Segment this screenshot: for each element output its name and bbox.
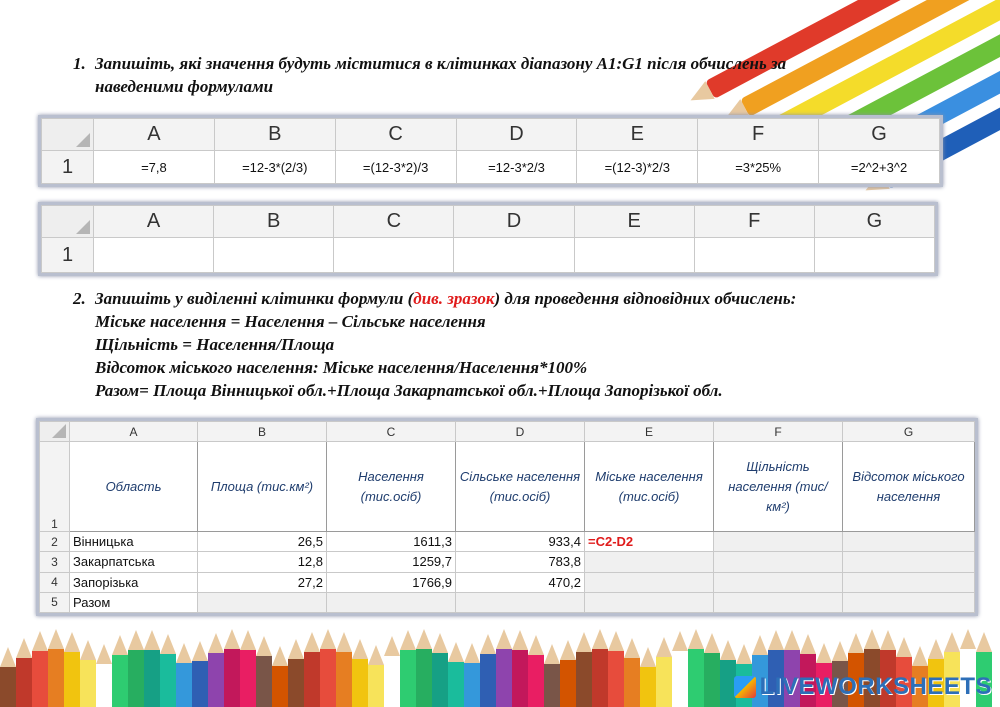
- task-2-line-3: Щільність = Населення/Площа: [95, 335, 335, 354]
- decorative-pencil: [656, 637, 672, 707]
- grid1-cell-f1: =3*25%: [698, 151, 819, 184]
- cell-population: 1766,9: [327, 572, 456, 592]
- grid3-col-b: B: [198, 422, 327, 442]
- decorative-pencil: [80, 640, 96, 707]
- decorative-pencil: [208, 633, 224, 707]
- header-urban-percent: Відсоток міського населення: [843, 442, 975, 532]
- grid2-col-b: B: [214, 206, 334, 238]
- cell-region: Вінницька: [70, 532, 198, 552]
- grid2-row-1: 1: [42, 238, 94, 273]
- decorative-pencil: [544, 644, 560, 707]
- grid2-col-a: A: [94, 206, 214, 238]
- decorative-pencil: [640, 647, 656, 707]
- decorative-pencil: [32, 631, 48, 707]
- logo-mark: [734, 676, 756, 698]
- formula-grid: [38, 115, 943, 187]
- grid3-corner: [40, 422, 70, 442]
- input-total-rural[interactable]: [456, 592, 585, 612]
- decorative-pencil: [336, 632, 352, 707]
- cell-population: 1259,7: [327, 552, 456, 572]
- decorative-pencil: [272, 646, 288, 707]
- header-region: Область: [70, 442, 198, 532]
- cell-total-label: Разом: [70, 592, 198, 612]
- header-urban: Міське населення (тис.осіб): [585, 442, 714, 532]
- input-percent[interactable]: [843, 532, 975, 552]
- cell-region: Запорізька: [70, 572, 198, 592]
- decorative-pencil: [512, 630, 528, 707]
- decorative-pencil: [480, 634, 496, 707]
- grid3-col-f: F: [714, 422, 843, 442]
- decorative-pencil: [96, 644, 112, 707]
- input-density[interactable]: [714, 552, 843, 572]
- decorative-pencil: [400, 630, 416, 707]
- decorative-pencil: [608, 631, 624, 707]
- task-2-line-4: Відсоток міського населення: Міське населення/Населення*100%: [95, 358, 588, 377]
- answer-cell-g1[interactable]: [814, 238, 934, 273]
- input-total-urban[interactable]: [585, 592, 714, 612]
- answer-cell-c1[interactable]: [334, 238, 454, 273]
- grid2-col-f: F: [694, 206, 814, 238]
- decorative-pencil: [160, 634, 176, 707]
- decorative-pencil: [592, 629, 608, 707]
- grid2-col-e: E: [574, 206, 694, 238]
- decorative-pencil: [0, 647, 16, 707]
- decorative-pencil: [464, 643, 480, 707]
- decorative-pencil: [256, 636, 272, 707]
- decorative-pencil: [688, 629, 704, 707]
- decorative-pencil: [416, 629, 432, 707]
- answer-cell-a1[interactable]: [94, 238, 214, 273]
- grid1-corner: [42, 119, 94, 151]
- decorative-pencil: [16, 638, 32, 707]
- grid1-col-d: D: [456, 119, 577, 151]
- answer-cell-d1[interactable]: [454, 238, 574, 273]
- grid2-col-d: D: [454, 206, 574, 238]
- grid3-col-c: C: [327, 422, 456, 442]
- grid2-col-g: G: [814, 206, 934, 238]
- decorative-pencil: [448, 642, 464, 707]
- decorative-pencil: [176, 643, 192, 707]
- task-2-text: [73, 287, 973, 402]
- grid1-cell-e1: =(12-3)*2/3: [577, 151, 698, 184]
- decorative-pencil: [48, 629, 64, 707]
- input-density[interactable]: [714, 572, 843, 592]
- cell-rural: 933,4: [456, 532, 585, 552]
- grid2-corner: [42, 206, 94, 238]
- cell-area: 27,2: [198, 572, 327, 592]
- decorative-pencil: [64, 632, 80, 707]
- cell-urban-sample: =C2-D2: [585, 532, 714, 552]
- cell-area: 12,8: [198, 552, 327, 572]
- decorative-pencil: [320, 629, 336, 707]
- liveworksheets-logo: [734, 673, 992, 701]
- decorative-pencil: [672, 631, 688, 707]
- input-percent[interactable]: [843, 572, 975, 592]
- decorative-pencil: [624, 638, 640, 707]
- header-area: Площа (тис.км²): [198, 442, 327, 532]
- grid3-col-e: E: [585, 422, 714, 442]
- input-density[interactable]: [714, 532, 843, 552]
- decorative-pencil: [288, 639, 304, 707]
- cell-area: 26,5: [198, 532, 327, 552]
- decorative-pencil: [352, 639, 368, 707]
- decorative-pencil: [144, 630, 160, 707]
- header-population: Населення (тис.осіб): [327, 442, 456, 532]
- decorative-pencil: [560, 640, 576, 707]
- input-total-population[interactable]: [327, 592, 456, 612]
- task-1-text: [73, 52, 933, 98]
- logo-text: LIVEWORKSHEETS: [759, 673, 992, 700]
- grid2-col-c: C: [334, 206, 454, 238]
- task-1-line-2: наведеними формулами: [95, 77, 274, 96]
- answer-cell-b1[interactable]: [214, 238, 334, 273]
- decorative-pencil: [704, 633, 720, 707]
- decorative-pencil: [368, 645, 384, 707]
- grid1-col-a: A: [94, 119, 215, 151]
- input-total-density[interactable]: [714, 592, 843, 612]
- grid1-cell-g1: =2^2+3^2: [819, 151, 940, 184]
- grid3-row-1: 1: [40, 442, 70, 532]
- input-urban[interactable]: [585, 572, 714, 592]
- answer-cell-f1[interactable]: [694, 238, 814, 273]
- cell-rural: 470,2: [456, 572, 585, 592]
- answer-cell-e1[interactable]: [574, 238, 694, 273]
- grid1-col-f: F: [698, 119, 819, 151]
- task-2-line-2: Міське населення = Населення – Сільське населення: [95, 312, 486, 331]
- decorative-pencil: [384, 636, 400, 707]
- grid1-cell-d1: =12-3*2/3: [456, 151, 577, 184]
- task-2-number: 2.: [73, 289, 86, 308]
- sample-hint: див. зразок: [413, 289, 495, 308]
- decorative-pencil: [112, 635, 128, 707]
- cell-region: Закарпатська: [70, 552, 198, 572]
- input-percent[interactable]: [843, 552, 975, 572]
- grid1-cell-a1: =7,8: [94, 151, 215, 184]
- task-1-line-1: Запишіть, які значення будуть міститися в клітинках діапазону A1:G1 після обчислень за: [95, 54, 787, 73]
- answer-grid: [38, 202, 938, 276]
- grid1-col-g: G: [819, 119, 940, 151]
- cell-population: 1611,3: [327, 532, 456, 552]
- decorative-pencil: [128, 630, 144, 707]
- grid3-row-4: 4: [40, 572, 70, 592]
- decorative-pencil: [304, 632, 320, 707]
- task-1-number: 1.: [73, 54, 86, 73]
- grid3-col-a: A: [70, 422, 198, 442]
- decorative-pencil: [496, 629, 512, 707]
- grid3-row-5: 5: [40, 592, 70, 612]
- header-density: Щільність населення (тис/км²): [714, 442, 843, 532]
- grid1-cell-b1: =12-3*(2/3): [214, 151, 335, 184]
- task-2-line-1-after: ) для проведення відповідних обчислень:: [494, 289, 797, 308]
- header-rural: Сільське населення (тис.осіб): [456, 442, 585, 532]
- grid3-row-2: 2: [40, 532, 70, 552]
- population-table: [36, 418, 978, 616]
- task-2-line-1-before: Запишіть у виділенні клітинки формули (: [95, 289, 414, 308]
- input-total-area[interactable]: [198, 592, 327, 612]
- cell-rural: 783,8: [456, 552, 585, 572]
- decorative-pencil: [240, 630, 256, 707]
- grid1-col-b: B: [214, 119, 335, 151]
- decorative-pencil: [432, 633, 448, 707]
- grid3-col-g: G: [843, 422, 975, 442]
- grid3-col-d: D: [456, 422, 585, 442]
- decorative-pencil: [528, 635, 544, 707]
- input-total-percent[interactable]: [843, 592, 975, 612]
- decorative-pencil: [576, 632, 592, 707]
- input-urban[interactable]: [585, 552, 714, 572]
- grid1-cell-c1: =(12-3*2)/3: [335, 151, 456, 184]
- task-2-line-5: Разом= Площа Вінницької обл.+Площа Закарпатської обл.+Площа Запорізької обл.: [95, 381, 723, 400]
- grid3-row-3: 3: [40, 552, 70, 572]
- grid1-row-1: 1: [42, 151, 94, 184]
- decorative-pencil: [224, 629, 240, 707]
- grid1-col-c: C: [335, 119, 456, 151]
- grid1-col-e: E: [577, 119, 698, 151]
- decorative-pencil: [192, 641, 208, 707]
